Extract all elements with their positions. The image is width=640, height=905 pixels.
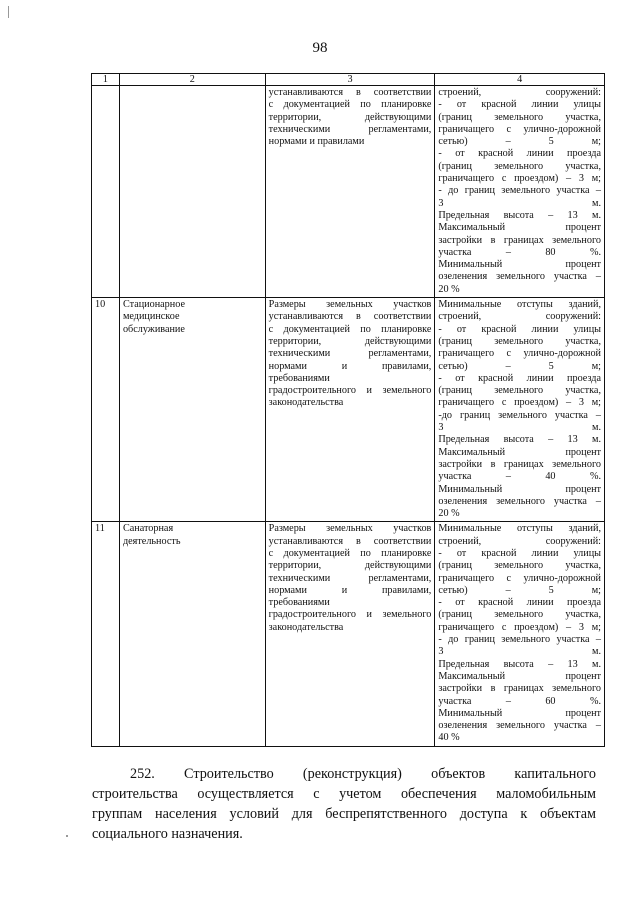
cell-line: строений, сооружений: bbox=[438, 311, 601, 323]
cell-line: Предельная высота – 13 м. bbox=[438, 209, 601, 221]
cell-line: Минимальный процент bbox=[438, 707, 601, 719]
cell-line: 3 м. bbox=[438, 646, 601, 658]
cell-line: - от красной линии проезда bbox=[438, 372, 601, 384]
cell-line: территории, действующими bbox=[268, 111, 432, 123]
row-number: 11 bbox=[92, 522, 120, 746]
cell-line: граничащего с улично-дорожной bbox=[438, 123, 601, 135]
cell-line: 3 м. bbox=[438, 422, 601, 434]
paragraph-line: группам населения условий для беспрепятственного доступа к объектам bbox=[92, 806, 596, 822]
cell-line: Максимальный процент bbox=[438, 446, 601, 458]
cell-line: (границ земельного участка, bbox=[438, 560, 601, 572]
cell-line: требованиями bbox=[268, 597, 330, 609]
cell-line: градостроительного и земельного bbox=[268, 609, 432, 621]
cell-line: граничащего с проездом) – 3 м; bbox=[438, 621, 601, 633]
cell-line: - до границ земельного участка – bbox=[438, 185, 601, 197]
paragraph-line: 252. Строительство (реконструкция) объектов капитального bbox=[130, 766, 596, 782]
row-name bbox=[119, 522, 265, 746]
cell-line: законодательства bbox=[268, 621, 344, 633]
cell-line: территории, действующими bbox=[268, 335, 432, 347]
cell-line: строений, сооружений: bbox=[438, 87, 601, 98]
header-col-1: 1 bbox=[92, 74, 120, 86]
cell-line: устанавливаются в соответствии bbox=[268, 535, 432, 547]
cell-line: деятельность bbox=[122, 535, 181, 547]
paragraph-line: социального назначения. bbox=[92, 826, 243, 842]
cell-line: (границ земельного участка, bbox=[438, 111, 601, 123]
row-parameters bbox=[265, 86, 435, 298]
cell-line: (границ земельного участка, bbox=[438, 335, 601, 347]
cell-line: граничащего с улично-дорожной bbox=[438, 572, 601, 584]
cell-line: с документацией по планировке bbox=[268, 323, 432, 335]
header-col-2: 2 bbox=[119, 74, 265, 86]
cell-line: строений, сооружений: bbox=[438, 535, 601, 547]
cell-line: (границ земельного участка, bbox=[438, 160, 601, 172]
cell-line: граничащего с проездом) – 3 м; bbox=[438, 173, 601, 185]
row-number bbox=[92, 86, 120, 298]
cell-line: застройки в границах земельного bbox=[438, 458, 601, 470]
cell-line: - от красной линии проезда bbox=[438, 597, 601, 609]
cell-line: - до границ земельного участка – bbox=[438, 634, 601, 646]
cell-line: с документацией по планировке bbox=[268, 547, 432, 559]
cell-line: Размеры земельных участков bbox=[268, 523, 432, 535]
cell-line: - от красной линии улицы bbox=[438, 547, 601, 559]
cell-line: Максимальный процент bbox=[438, 670, 601, 682]
cell-line: - от красной линии улицы bbox=[438, 323, 601, 335]
cell-line: сетью) – 5 м; bbox=[438, 360, 601, 372]
row-name bbox=[119, 86, 265, 298]
cell-line: обслуживание bbox=[122, 323, 185, 335]
cell-line: техническими регламентами, bbox=[268, 572, 432, 584]
cell-line: озеленения земельного участка – bbox=[438, 720, 601, 732]
row-limits bbox=[435, 522, 605, 746]
cell-line: Минимальный процент bbox=[438, 259, 601, 271]
cell-line: техническими регламентами, bbox=[268, 123, 432, 135]
cell-line: 20 % bbox=[438, 508, 460, 520]
page-number: 98 bbox=[312, 40, 328, 56]
regulations-table bbox=[91, 73, 605, 747]
cell-line: - от красной линии проезда bbox=[438, 148, 601, 160]
row-parameters bbox=[265, 298, 435, 522]
cell-line: Предельная высота – 13 м. bbox=[438, 434, 601, 446]
cell-line: территории, действующими bbox=[268, 560, 432, 572]
cell-line: нормами и правилами bbox=[268, 136, 365, 148]
row-parameters bbox=[265, 522, 435, 746]
table-row-11 bbox=[92, 522, 605, 746]
cell-line: с документацией по планировке bbox=[268, 99, 432, 111]
cell-line: Минимальные отступы зданий, bbox=[438, 299, 601, 311]
cell-line: Размеры земельных участков bbox=[268, 299, 432, 311]
paragraph-line: строительства осуществляется с учетом обеспечения маломобильным bbox=[92, 786, 596, 802]
cell-line: Предельная высота – 13 м. bbox=[438, 658, 601, 670]
cell-line: градостроительного и земельного bbox=[268, 385, 432, 397]
cell-line: 40 % bbox=[438, 732, 460, 744]
cell-line: нормами и правилами, bbox=[268, 360, 432, 372]
cell-line: медицинское bbox=[122, 311, 180, 323]
cell-line: Максимальный процент bbox=[438, 222, 601, 234]
row-limits bbox=[435, 298, 605, 522]
cell-line: 20 % bbox=[438, 283, 460, 295]
cell-line: сетью) – 5 м; bbox=[438, 136, 601, 148]
cell-line: участка – 80 %. bbox=[438, 246, 601, 258]
row-limits bbox=[435, 86, 605, 298]
row-number: 10 bbox=[92, 298, 120, 522]
cell-line: застройки в границах земельного bbox=[438, 683, 601, 695]
header-col-3: 3 bbox=[265, 74, 435, 86]
cell-line: Минимальный процент bbox=[438, 483, 601, 495]
cell-line: техническими регламентами, bbox=[268, 348, 432, 360]
cell-line: Минимальные отступы зданий, bbox=[438, 523, 601, 535]
cell-line: законодательства bbox=[268, 397, 344, 409]
cell-line: требованиями bbox=[268, 372, 330, 384]
cell-line: - от красной линии улицы bbox=[438, 99, 601, 111]
cell-line: озеленения земельного участка – bbox=[438, 495, 601, 507]
cell-line: граничащего с улично-дорожной bbox=[438, 348, 601, 360]
cell-line: 3 м. bbox=[438, 197, 601, 209]
scan-mark-top bbox=[8, 6, 9, 18]
cell-line: -до границ земельного участка – bbox=[438, 409, 601, 421]
cell-line: сетью) – 5 м; bbox=[438, 584, 601, 596]
cell-line: (границ земельного участка, bbox=[438, 385, 601, 397]
table-row-10 bbox=[92, 298, 605, 522]
cell-line: граничащего с проездом) – 3 м; bbox=[438, 397, 601, 409]
table-header-row bbox=[92, 74, 605, 86]
scan-mark-bottom bbox=[66, 835, 68, 837]
cell-line: Санаторная bbox=[122, 523, 174, 535]
paragraph-252 bbox=[92, 764, 596, 844]
table-row-continued bbox=[92, 86, 605, 298]
cell-line: озеленения земельного участка – bbox=[438, 271, 601, 283]
cell-line: нормами и правилами, bbox=[268, 584, 432, 596]
cell-line: (границ земельного участка, bbox=[438, 609, 601, 621]
cell-line: Стационарное bbox=[122, 299, 185, 311]
cell-line: застройки в границах земельного bbox=[438, 234, 601, 246]
cell-line: устанавливаются в соответствии bbox=[268, 311, 432, 323]
cell-line: участка – 60 %. bbox=[438, 695, 601, 707]
row-name bbox=[119, 298, 265, 522]
cell-line: устанавливаются в соответствии bbox=[268, 87, 432, 98]
header-col-4: 4 bbox=[435, 74, 605, 86]
cell-line: участка – 40 %. bbox=[438, 471, 601, 483]
